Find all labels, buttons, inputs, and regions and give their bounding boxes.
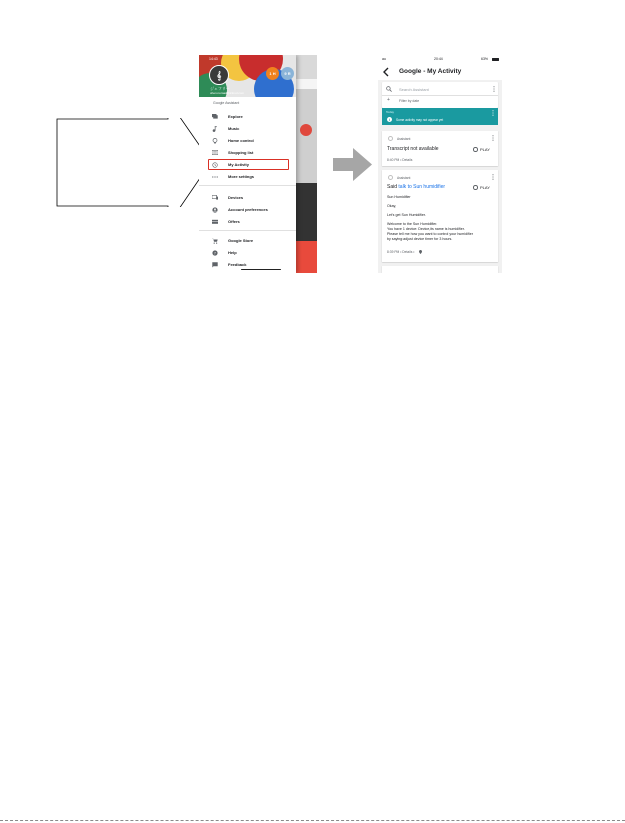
drawer-divider	[199, 230, 296, 231]
drawer-item-label: Offers	[228, 219, 240, 224]
drawer-item-label: Feedback	[228, 262, 247, 267]
response-line: Welcome to the Sun Humidifier.	[387, 222, 438, 226]
drawer-item-account-preferences[interactable]	[199, 204, 296, 215]
account-email: ohen.nomad@icloud.com	[210, 91, 245, 95]
notice-menu-icon[interactable]	[492, 110, 494, 116]
avatar[interactable]	[209, 65, 229, 85]
info-icon: i	[387, 117, 392, 122]
response-line: by saying:adjust device timer for 3 hours.	[387, 237, 453, 241]
account-name: ジェフリー	[210, 86, 230, 91]
carrier-label: au	[382, 57, 386, 61]
drawer-item-google-store[interactable]	[199, 235, 296, 246]
response-line: Let's get Sun Humidifier.	[387, 213, 426, 217]
battery-level: 63%	[481, 57, 489, 61]
overflow-menu-icon[interactable]	[493, 86, 495, 92]
explore-icon	[212, 114, 218, 119]
assistant-icon	[388, 175, 393, 180]
play-button[interactable]: PLAY	[480, 185, 490, 190]
drawer-item-explore[interactable]	[199, 111, 296, 122]
drawer-item-music[interactable]	[199, 123, 296, 134]
play-icon[interactable]	[473, 185, 478, 190]
drawer-item-offers[interactable]	[199, 216, 296, 227]
music-note-icon	[212, 126, 218, 131]
notice-text: Some activity may not appear yet	[396, 118, 444, 122]
drawer-item-label: Home control	[228, 138, 254, 143]
background-fab	[300, 124, 312, 136]
play-icon[interactable]	[473, 147, 478, 152]
search-icon[interactable]	[386, 86, 392, 92]
account-badge-2[interactable]: 9 R	[281, 67, 294, 80]
card-menu-icon[interactable]	[492, 174, 494, 180]
offers-icon	[212, 219, 218, 224]
drawer-item-label: Account preferences	[228, 207, 268, 212]
drawer-item-more-settings[interactable]	[199, 171, 296, 182]
account-icon	[212, 207, 218, 212]
drawer-item-devices[interactable]	[199, 192, 296, 203]
drawer-item-label: Shopping list	[228, 150, 254, 155]
activity-meta[interactable]: 8:39 PM • Details •	[387, 250, 415, 254]
status-bar	[378, 55, 502, 64]
list-icon	[212, 150, 218, 155]
page-title: Google - My Activity	[399, 68, 462, 75]
drawer-item-label: Music	[228, 126, 240, 131]
add-filter-icon[interactable]: +	[387, 97, 390, 103]
assistant-icon	[388, 136, 393, 141]
notice-date: Today	[386, 110, 395, 114]
feedback-icon	[212, 262, 218, 267]
activity-card[interactable]	[382, 170, 498, 262]
activity-meta[interactable]: 8:40 PM • Details	[387, 158, 413, 162]
notice-banner	[382, 108, 498, 125]
query-link[interactable]: talk to Sun humidifier	[398, 184, 446, 190]
drawer-item-label: Devices	[228, 195, 244, 200]
location-pin-icon	[419, 250, 422, 254]
cart-icon	[212, 238, 218, 243]
response-line: Okay,	[387, 204, 397, 208]
right-arrow-icon	[333, 148, 372, 181]
play-button[interactable]: PLAY	[480, 147, 490, 152]
drawer-section-title: Google Assistant	[213, 101, 240, 105]
filter-by-date-button[interactable]: Filter by date	[399, 98, 420, 103]
home-indicator	[241, 269, 281, 270]
navigation-drawer	[199, 55, 296, 273]
drawer-item-label: Help	[228, 250, 237, 255]
activity-source: Assistant	[397, 136, 411, 141]
drawer-item-label: Google Store	[228, 238, 254, 243]
drawer-item-help[interactable]	[199, 247, 296, 258]
page-divider	[0, 820, 625, 821]
search-input[interactable]: Search Assistant	[399, 86, 429, 92]
search-card	[382, 82, 498, 108]
heading-prefix: Said	[387, 184, 399, 190]
response-line: You have 1 device: Device,its name is humidifier.	[387, 227, 465, 231]
devices-icon	[212, 195, 218, 200]
drawer-screenshot	[199, 55, 317, 273]
back-arrow-icon[interactable]	[382, 67, 390, 77]
callout-arrow-shape	[56, 118, 213, 207]
search-divider	[382, 95, 498, 96]
card-menu-icon[interactable]	[492, 135, 494, 141]
response-line: Please tell me how you want to control your humidifier	[387, 232, 473, 236]
battery-icon	[492, 58, 499, 61]
drawer-header	[199, 55, 296, 97]
activity-source: Assistant	[397, 175, 411, 180]
status-time: 14:43	[209, 57, 218, 61]
background-app	[296, 55, 317, 273]
app-bar	[378, 64, 502, 80]
avatar-glyph: 𝄞	[216, 69, 222, 80]
drawer-item-label: More settings	[228, 174, 255, 179]
activity-card[interactable]	[382, 131, 498, 166]
status-time: 20:44	[434, 57, 443, 61]
help-icon	[212, 250, 218, 255]
svg-text:?: ?	[214, 250, 216, 255]
more-icon	[212, 174, 218, 179]
drawer-item-label: Explore	[228, 114, 243, 119]
my-activity-screenshot	[378, 55, 502, 273]
account-badge-1[interactable]: 1 H	[266, 67, 279, 80]
drawer-item-home-control[interactable]	[199, 135, 296, 146]
activity-card[interactable]	[382, 266, 498, 273]
activity-heading: Transcript not available	[387, 146, 439, 152]
lightbulb-icon	[212, 138, 218, 143]
my-activity-highlight	[208, 159, 289, 170]
drawer-item-shopping-list[interactable]	[199, 147, 296, 158]
drawer-divider	[199, 185, 296, 186]
response-line: Sun Humidifier	[387, 195, 411, 199]
drawer-item-label: My Activity	[228, 162, 249, 167]
activity-heading	[387, 184, 445, 190]
